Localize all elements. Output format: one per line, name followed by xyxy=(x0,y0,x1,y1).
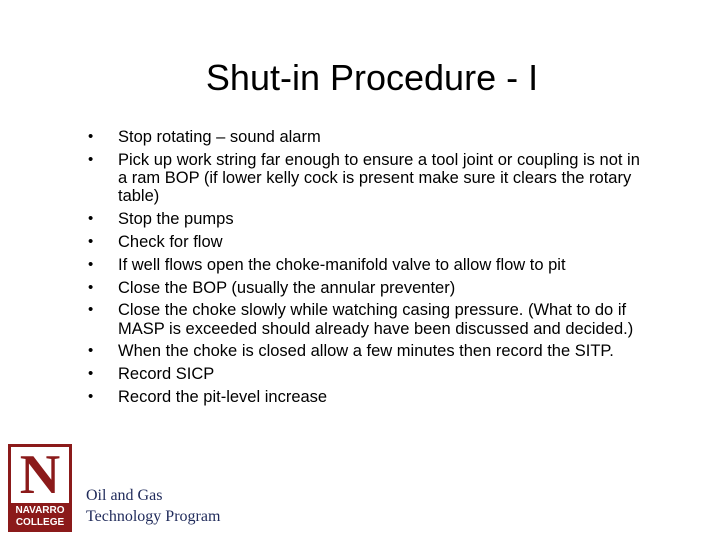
bullet-icon: • xyxy=(88,301,94,319)
bullet-item xyxy=(88,388,648,406)
bullet-text: Close the BOP (usually the annular preventer) xyxy=(118,278,456,297)
bullet-icon: • xyxy=(88,150,94,168)
bullet-icon: • xyxy=(88,278,94,296)
bullet-item xyxy=(88,256,648,274)
bullet-text: Stop rotating – sound alarm xyxy=(118,128,321,146)
navarro-college-logo xyxy=(8,444,72,532)
bullet-icon: • xyxy=(88,232,94,250)
bullet-icon: • xyxy=(88,342,94,360)
bullet-item xyxy=(88,128,648,146)
bullet-text: Stop the pumps xyxy=(118,210,234,229)
program-line2: Technology Program xyxy=(86,508,221,525)
logo-letter: N xyxy=(19,444,61,506)
logo-letter-box xyxy=(11,444,69,506)
bullet-text: If well flows open the choke-manifold valve to allow flow to pit xyxy=(118,255,566,274)
bullet-icon: • xyxy=(88,388,94,406)
bullet-text: Check for flow xyxy=(118,232,223,251)
bullet-text: When the choke is closed allow a few minutes then record the SITP. xyxy=(118,342,614,361)
bullet-list xyxy=(88,128,648,411)
slide-title: Shut-in Procedure - I xyxy=(205,57,539,98)
bullet-item xyxy=(88,365,648,383)
logo-text-line2: COLLEGE xyxy=(15,517,65,528)
bullet-text: Pick up work string far enough to ensure a tool joint or coupling is not in a ram BOP (if lower kelly cock is present make sure it clears the rotary table) xyxy=(118,150,640,206)
bullet-item xyxy=(88,342,648,360)
bullet-item xyxy=(88,279,648,297)
bullet-item xyxy=(88,301,648,338)
bullet-item xyxy=(88,233,648,251)
bullet-icon: • xyxy=(88,365,94,383)
bullet-text: Record SICP xyxy=(118,365,215,384)
bullet-text: Record the pit-level increase xyxy=(118,388,328,407)
logo-text-line1: NAVARRO xyxy=(15,505,65,516)
bullet-item xyxy=(88,210,648,228)
bullet-text: Close the choke slowly while watching casing pressure. (What to do if MASP is exceeded should already have been discussed and decided.) xyxy=(118,301,634,338)
bullet-icon: • xyxy=(88,128,94,145)
program-name xyxy=(86,485,220,527)
bullet-icon: • xyxy=(88,255,94,273)
bullet-icon: • xyxy=(88,210,94,228)
program-line1: Oil and Gas xyxy=(86,487,163,504)
bullet-item xyxy=(88,151,648,206)
